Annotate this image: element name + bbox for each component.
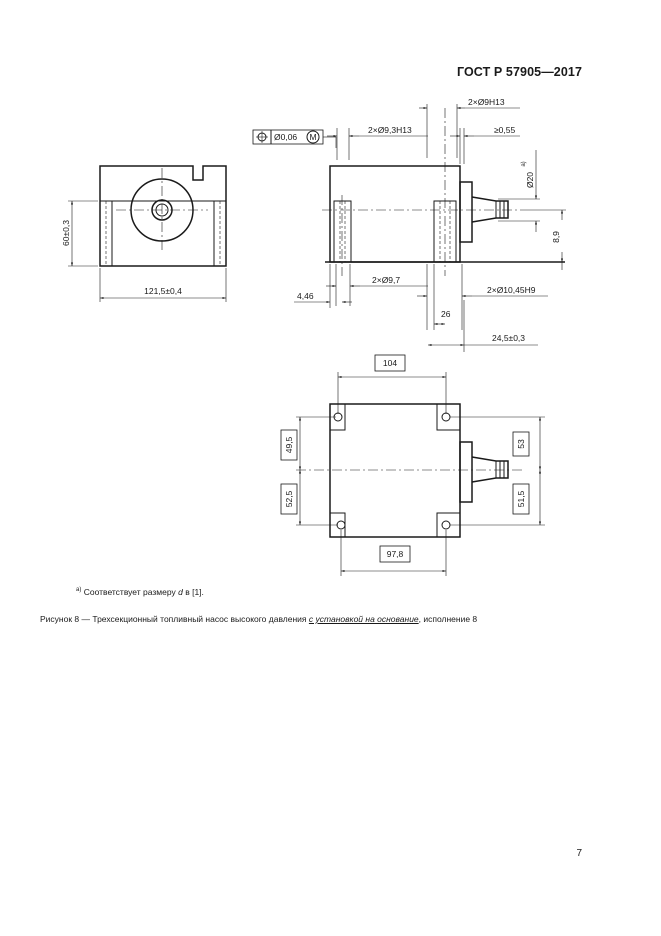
dim-hole-bottom: 2×Ø9,7	[372, 275, 401, 285]
document-header: ГОСТ Р 57905—2017	[456, 65, 582, 79]
figure-caption	[40, 614, 477, 624]
dim-hole-top: 2×Ø9,3Н13	[368, 125, 412, 135]
footnote-text-after: в [1].	[185, 587, 204, 597]
caption-emphasis: с установкой на основание	[308, 614, 419, 624]
dim-hole-right-top: 2×Ø9Н13	[468, 97, 505, 107]
dim-24-5: 24,5±0,3	[492, 333, 526, 343]
dim-97-8: 97,8	[386, 549, 404, 559]
view-side	[253, 97, 566, 352]
dim-26: 26	[441, 309, 451, 319]
dim-offset: 4,46	[297, 291, 314, 301]
dim-shaft-diameter: Ø20	[525, 171, 535, 189]
dim-49-5: 49,5	[284, 436, 294, 454]
dim-53: 53	[516, 439, 526, 449]
dim-52-5: 52,5	[284, 490, 294, 508]
page-number: 7	[576, 848, 582, 859]
view-front	[61, 166, 226, 302]
dim-height-8-9: 8,9	[551, 231, 561, 243]
tolerance-value: Ø0,06	[274, 132, 298, 142]
dim-width: 121,5±0,4	[144, 286, 182, 296]
caption-suffix: , исполнение 8	[418, 614, 478, 624]
dim-hole-right-bottom: 2×Ø10,45Н9	[487, 285, 536, 295]
footnote	[76, 587, 204, 597]
dim-104: 104	[382, 358, 398, 368]
dim-min-gap: ≥0,55	[494, 125, 516, 135]
view-plan	[281, 355, 545, 576]
dim-51-5: 51,5	[516, 490, 526, 508]
footnote-mark: а)	[76, 587, 82, 594]
footnote-text-before: Соответствует размеру	[83, 587, 176, 597]
mmc-symbol: M	[309, 132, 317, 142]
footnote-symbol: d	[178, 587, 183, 597]
caption-prefix: Рисунок 8 — Трехсекционный топливный насос высокого давления	[40, 614, 307, 624]
tolerance-frame	[253, 130, 336, 148]
dim-height: 60±0,3	[61, 220, 71, 246]
dim-shaft-note: a)	[521, 161, 527, 167]
